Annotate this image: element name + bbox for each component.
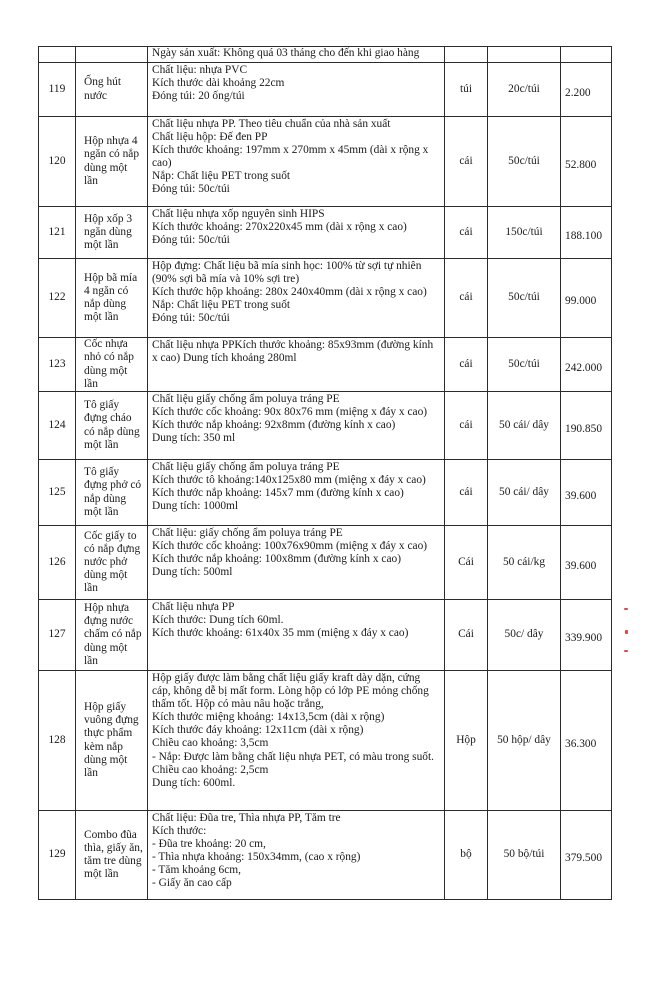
cell-stt: 125 (39, 460, 76, 526)
cell-name: Cốc nhựa nhỏ có nắp dùng một lần (76, 338, 148, 392)
cell-stt: 129 (39, 811, 76, 900)
cell-price: 379.500 (561, 811, 612, 900)
cell-spec (148, 259, 445, 338)
cell-name: Hộp bã mía 4 ngăn có nắp dùng một lần (76, 259, 148, 338)
cell-unit: Cái (445, 600, 488, 671)
cell-price: 99.000 (561, 259, 612, 338)
spec-line: - Đũa tre khoảng: 20 cm, (152, 838, 266, 851)
cell-stt: 128 (39, 671, 76, 811)
cell-price: 188.100 (561, 207, 612, 259)
table-row (39, 392, 612, 460)
cell-unit: cái (445, 117, 488, 207)
cell-price: 39.600 (561, 526, 612, 600)
cell-unit: Hộp (445, 671, 488, 811)
table-row (39, 207, 612, 259)
spec-line: Nắp: Chất liệu PET trong suốt (152, 170, 291, 183)
cell-unit: cái (445, 338, 488, 392)
table-body (39, 47, 612, 900)
cell-pack: 50c/túi (488, 259, 561, 338)
cell-unit: cái (445, 392, 488, 460)
spec-line: Chất liệu giấy chống ẩm poluya tráng PE (152, 461, 340, 473)
cell-stt: 123 (39, 338, 76, 392)
spec-line: Ngày sản xuất: Không quá 03 tháng cho đến khi giao hàng (152, 47, 420, 59)
table-row (39, 811, 612, 900)
spec-line: Chất liệu nhựa PPKích thước khoảng: 85x93mm (đường kính x cao) Dung tích khoảng 280ml (152, 339, 434, 365)
product-spec-table (38, 46, 612, 900)
cell-name: Hộp giấy vuông đựng thực phẩm kèm nắp dùng một lần (76, 671, 148, 811)
cell-spec (148, 117, 445, 207)
spec-line: Kích thước tô khoảng:140x125x80 mm (miệng x đáy x cao) (152, 474, 426, 487)
spec-line: Kích thước đáy khoảng: 12x11cm (dài x rộng) (152, 724, 364, 737)
cell-price: 339.900 (561, 600, 612, 671)
spec-line: Dung tích: 1000ml (152, 500, 239, 513)
spec-line: - Giấy ăn cao cấp (152, 877, 232, 890)
spec-line: Kích thước dài khoảng 22cm (152, 77, 285, 90)
spec-line: Dung tích: 600ml. (152, 776, 236, 789)
spec-line: Chất liệu nhựa PP (152, 601, 235, 613)
cell-pack: 50 hộp/ dây (488, 671, 561, 811)
spec-line: Chất liệu giấy chống ẩm poluya tráng PE (152, 393, 340, 405)
cell-price: 190.850 (561, 392, 612, 460)
spec-line: Đóng túi: 50c/túi (152, 234, 230, 247)
cell-name: Cốc giấy to có nắp đựng nước phở dùng một lần (76, 526, 148, 600)
spec-line: Kích thước hộp khoảng: 280x 240x40mm (dài x rộng x cao) (152, 286, 427, 299)
spec-line: Kích thước miệng khoảng: 14x13,5cm (dài x rộng) (152, 711, 385, 724)
cell-pack: 20c/túi (488, 63, 561, 117)
cell-price: 2.200 (561, 63, 612, 117)
spec-line: Kích thước khoảng: 197mm x 270mm x 45mm (dài x rộng x cao) (152, 144, 429, 170)
cell-spec (148, 811, 445, 900)
spec-line: Chất liệu: nhựa PVC (152, 64, 248, 76)
cell-price: 39.600 (561, 460, 612, 526)
table-row (39, 338, 612, 392)
cell-stt: 119 (39, 63, 76, 117)
spec-line: Chiều cao khoảng: 3,5cm (152, 737, 269, 750)
spec-line: Kích thước: Dung tích 60ml. (152, 614, 284, 627)
spec-line: Đóng túi: 20 ống/túi (152, 90, 245, 103)
cell-pack (488, 47, 561, 63)
cell-name: Hộp nhựa 4 ngăn có nắp dùng một lần (76, 117, 148, 207)
spec-line: - Thìa nhựa khoảng: 150x34mm, (cao x rộng) (152, 851, 361, 864)
cell-stt: 127 (39, 600, 76, 671)
cell-unit: Cái (445, 526, 488, 600)
spec-line: Đóng túi: 50c/túi (152, 183, 230, 196)
cell-spec (148, 526, 445, 600)
table-row (39, 460, 612, 526)
cell-spec (148, 392, 445, 460)
cell-pack: 50c/túi (488, 117, 561, 207)
spec-line: Hộp giấy được làm bằng chất liệu giấy kraft dày dặn, cứng cáp, không dễ bị mất form. Lòng hộp có lớp PE mỏng chống thấm tốt. Hộp có màu nâu hoặc trắng, (152, 672, 429, 711)
spec-line: Kích thước nắp khoảng: 100x8mm (đường kính x cao) (152, 553, 401, 566)
cell-spec (148, 207, 445, 259)
spec-line: Kích thước: (152, 825, 207, 838)
cell-price: 52.800 (561, 117, 612, 207)
cell-price: 36.300 (561, 671, 612, 811)
table-row (39, 117, 612, 207)
cell-unit (445, 47, 488, 63)
cell-stt: 120 (39, 117, 76, 207)
spec-line: Đóng túi: 50c/túi (152, 312, 230, 325)
cell-name: Hộp nhựa đựng nước chấm có nắp dùng một lần (76, 600, 148, 671)
cell-pack: 50 cái/ dây (488, 460, 561, 526)
spec-line: - Tăm khoảng 6cm, (152, 864, 241, 877)
cell-name: Tô giấy đựng phở có nắp dùng một lần (76, 460, 148, 526)
cell-pack: 50c/ dây (488, 600, 561, 671)
spec-line: Chất liệu: giấy chống ẩm poluya tráng PE (152, 527, 343, 539)
spec-line: Kích thước nắp khoảng: 92x8mm (đường kính x cao) (152, 419, 396, 432)
spec-line: Chất liệu hộp: Đế đen PP (152, 131, 268, 144)
cell-stt: 121 (39, 207, 76, 259)
spec-line: Kích thước cốc khoảng: 90x 80x76 mm (miệng x đáy x cao) (152, 406, 428, 419)
cell-pack: 50 cái/ dây (488, 392, 561, 460)
spec-line: Dung tích: 500ml (152, 566, 233, 579)
cell-unit: cái (445, 207, 488, 259)
spec-line: Chất liệu: Đũa tre, Thìa nhựa PP, Tăm tre (152, 812, 341, 824)
cell-stt (39, 47, 76, 63)
cell-name: Ống hút nước (76, 63, 148, 117)
cell-spec (148, 600, 445, 671)
cell-pack: 50c/túi (488, 338, 561, 392)
spec-line: Chiều cao khoảng: 2,5cm (152, 763, 269, 776)
spec-line: Nắp: Chất liệu PET trong suốt (152, 299, 291, 312)
cell-unit: cái (445, 460, 488, 526)
cell-spec (148, 338, 445, 392)
table-row (39, 671, 612, 811)
cell-stt: 126 (39, 526, 76, 600)
document-page (38, 46, 611, 900)
cell-unit: cái (445, 259, 488, 338)
cell-spec (148, 47, 445, 63)
table-row (39, 63, 612, 117)
spec-line: Hộp đựng: Chất liệu bã mía sinh học: 100% từ sợi tự nhiên (90% sợi bã mía và 10% sợi tre) (152, 260, 422, 286)
cell-name (76, 47, 148, 63)
cell-name: Combo đũa thìa, giấy ăn, tăm tre dùng một lần (76, 811, 148, 900)
cell-spec (148, 671, 445, 811)
cell-name: Hộp xốp 3 ngăn dùng một lần (76, 207, 148, 259)
spec-line: Kích thước nắp khoảng: 145x7 mm (đường kính x cao) (152, 487, 404, 500)
cell-name: Tô giấy đựng cháo có nắp dùng một lần (76, 392, 148, 460)
spec-line: Dung tích: 350 ml (152, 432, 236, 445)
spec-line: Chất liệu nhựa xốp nguyên sinh HIPS (152, 208, 325, 220)
cell-spec (148, 63, 445, 117)
cell-pack: 150c/túi (488, 207, 561, 259)
table-row-continuation (39, 47, 612, 63)
table-row (39, 259, 612, 338)
spec-line: Kích thước khoảng: 270x220x45 mm (dài x rộng x cao) (152, 221, 407, 234)
cell-price: 242.000 (561, 338, 612, 392)
spec-line: Kích thước cốc khoảng: 100x76x90mm (miệng x đáy x cao) (152, 540, 428, 553)
cell-price (561, 47, 612, 63)
cell-unit: bộ (445, 811, 488, 900)
cell-unit: túi (445, 63, 488, 117)
cell-pack: 50 bộ/túi (488, 811, 561, 900)
margin-mark (624, 608, 632, 658)
spec-line: Kích thước khoảng: 61x40x 35 mm (miệng x đáy x cao) (152, 627, 409, 640)
cell-pack: 50 cái/kg (488, 526, 561, 600)
cell-stt: 124 (39, 392, 76, 460)
spec-line: - Nắp: Được làm bằng chất liệu nhựa PET, có màu trong suốt. (152, 750, 434, 763)
table-row (39, 526, 612, 600)
table-row (39, 600, 612, 671)
cell-stt: 122 (39, 259, 76, 338)
spec-line: Chất liệu nhựa PP. Theo tiêu chuẩn của nhà sản xuất (152, 118, 391, 130)
cell-spec (148, 460, 445, 526)
